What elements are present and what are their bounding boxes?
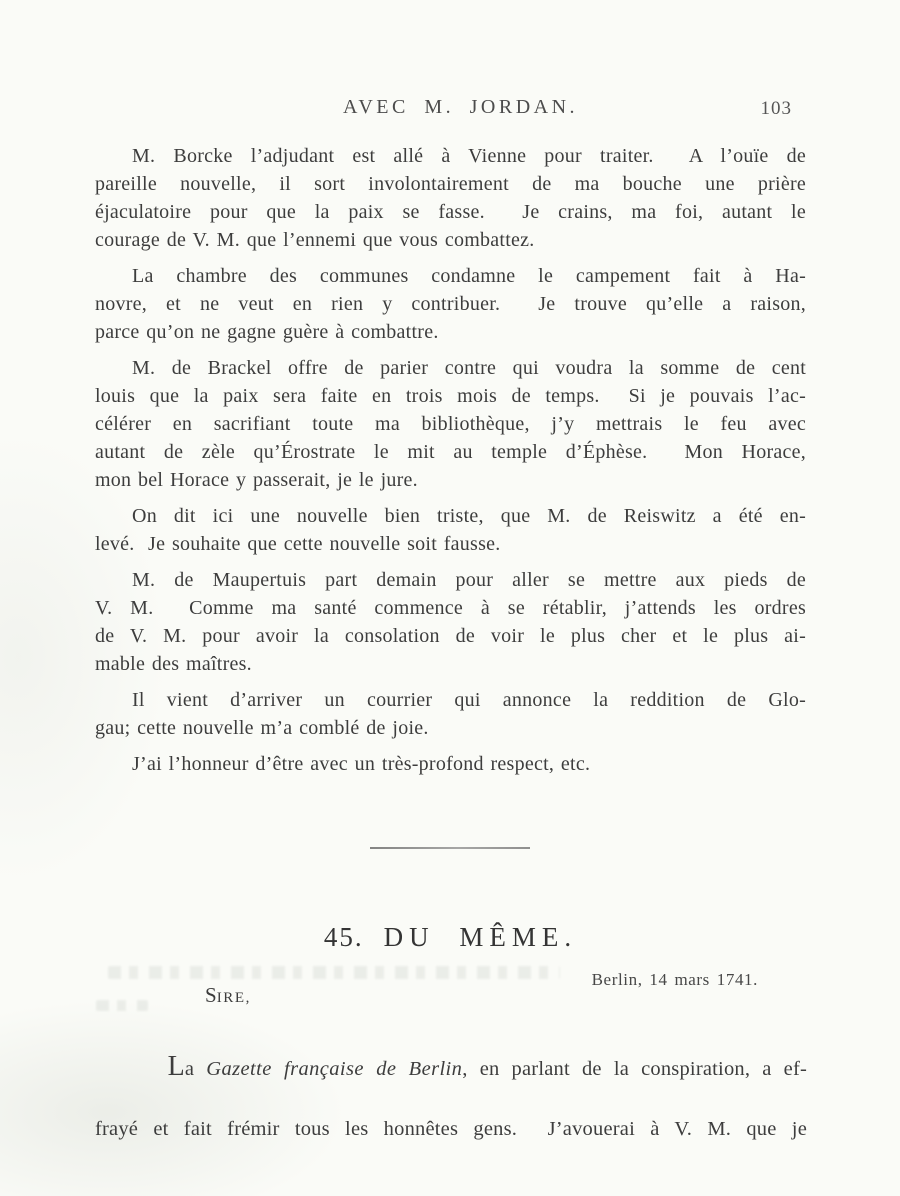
text-line: courage de V. M. que l’ennemi que vous combattez.	[95, 229, 535, 251]
dateline: Berlin, 14 mars 1741.	[591, 970, 758, 989]
text-line: gau; cette nouvelle m’a comblé de joie.	[95, 717, 429, 739]
text-line: V. M. Comme ma santé commence à se rétablir, j’attends les ordres	[95, 597, 806, 619]
paragraph	[95, 142, 806, 254]
text-line: On dit ici une nouvelle bien triste, que M. de Reiswitz a été en-	[132, 505, 806, 527]
drop-initial: L	[167, 1051, 185, 1082]
salutation-rest: IRE,	[216, 990, 252, 1006]
section-divider	[370, 847, 530, 849]
letter-45-opening	[95, 1024, 807, 1144]
running-header	[95, 96, 806, 126]
salutation	[205, 983, 251, 1008]
paragraph	[95, 686, 806, 742]
closing-line: J’ai l’honneur d’être avec un très-profond respect, etc.	[132, 753, 591, 775]
letter-45-heading	[95, 922, 806, 953]
text-line: La chambre des communes condamne le campement fait à Ha-	[132, 265, 806, 287]
running-header-title: AVEC M. JORDAN.	[342, 96, 579, 118]
text-line: de V. M. pour avoir la consolation de voir le plus cher et le plus ai-	[95, 625, 806, 647]
text-line: levé. Je souhaite que cette nouvelle soit fausse.	[95, 533, 501, 555]
show-through-text	[96, 1000, 148, 1011]
text-line: éjaculatoire pour que la paix se fasse. Je crains, ma foi, autant le	[95, 201, 806, 223]
text-line: M. de Brackel offre de parier contre qui voudra la somme de cent	[132, 357, 806, 379]
letter-44-body	[95, 142, 806, 778]
letter-number: 45.	[323, 922, 364, 952]
text-line: autant de zèle qu’Érostrate le mit au temple d’Éphèse. Mon Horace,	[95, 441, 806, 463]
text-line	[95, 1024, 807, 1114]
italic-journal-title: Gazette française de Berlin	[206, 1058, 463, 1080]
text-line: novre, et ne veut en rien y contribuer. Je trouve qu’elle a raison,	[95, 293, 806, 315]
paragraph	[95, 502, 806, 558]
text-segment: , en parlant de la conspiration, a ef-	[462, 1058, 808, 1080]
page-number: 103	[760, 98, 792, 119]
text-line: M. de Maupertuis part demain pour aller se mettre aux pieds de	[132, 569, 806, 591]
text-line: M. Borcke l’adjudant est allé à Vienne pour traiter. A l’ouïe de	[132, 145, 806, 167]
text-line: parce qu’on ne gagne guère à combattre.	[95, 321, 439, 343]
text-line: frayé et fait frémir tous les honnêtes gens. J’avouerai à V. M. que je	[95, 1118, 807, 1140]
text-line: célérer en sacrifiant toute ma bibliothèque, j’y mettrais le feu avec	[95, 413, 806, 435]
letter-title: DU MÊME.	[383, 922, 578, 952]
paragraph	[95, 354, 806, 494]
text-line: louis que la paix sera faite en trois mois de temps. Si je pouvais l’ac-	[95, 385, 806, 407]
paragraph	[95, 262, 806, 346]
text-line: Il vient d’arriver un courrier qui annonce la reddition de Glo-	[132, 689, 806, 711]
paragraph	[95, 566, 806, 678]
paragraph	[95, 750, 806, 778]
text-line: pareille nouvelle, il sort involontairement de ma bouche une prière	[95, 173, 806, 195]
text-line: mable des maîtres.	[95, 653, 252, 675]
text-line: mon bel Horace y passerait, je le jure.	[95, 469, 418, 491]
salutation-initial: S	[205, 983, 217, 1007]
text-segment: a	[184, 1058, 207, 1080]
